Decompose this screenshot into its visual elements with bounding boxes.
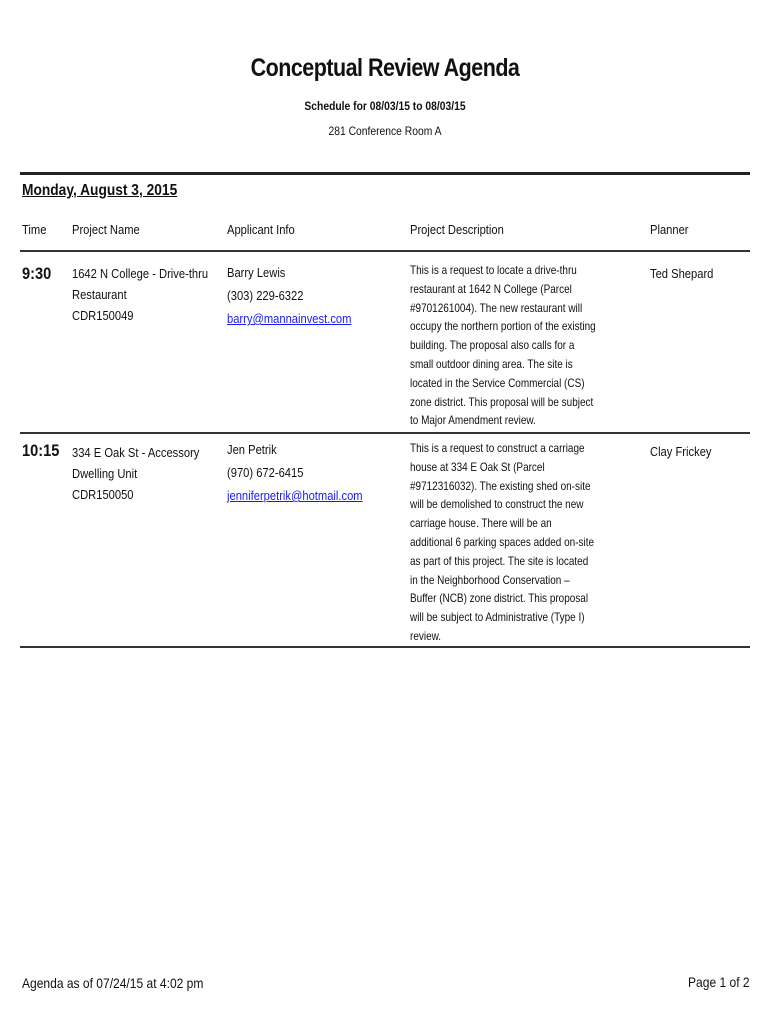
applicant-email-link[interactable]: jenniferpetrik@hotmail.com	[227, 488, 363, 503]
description-line: Buffer (NCB) zone district. This proposal	[410, 592, 589, 606]
description-line: located in the Service Commercial (CS)	[410, 376, 585, 390]
description-line: as part of this project. The site is located	[410, 554, 589, 568]
description-line: building. The proposal also calls for a	[410, 339, 575, 353]
description-line: occupy the northern portion of the existing	[410, 320, 596, 334]
item-project-name	[72, 263, 208, 326]
applicant-phone: (303) 229-6322	[227, 288, 304, 303]
column-header-time: Time	[22, 222, 47, 237]
item-time: 9:30	[22, 264, 52, 283]
item-planner: Ted Shepard	[650, 266, 714, 281]
description-line: restaurant at 1642 N College (Parcel	[410, 282, 572, 296]
item-applicant-info	[227, 438, 363, 507]
description-line: #9712316032). The existing shed on-site	[410, 479, 591, 493]
item-time: 10:15	[22, 441, 60, 460]
applicant-name: Barry Lewis	[227, 265, 286, 280]
description-line: in the Neighborhood Conservation –	[410, 573, 570, 587]
item-divider	[20, 646, 750, 648]
item-planner: Clay Frickey	[650, 444, 712, 459]
item-project-name	[72, 442, 199, 505]
description-line: carriage house. There will be an	[410, 517, 552, 531]
meeting-room: 281 Conference Room A	[328, 124, 442, 138]
page-number: Page 1 of 2	[688, 974, 750, 990]
header-divider	[20, 172, 750, 175]
item-applicant-info	[227, 261, 351, 330]
column-header-planner: Planner	[650, 222, 689, 237]
description-line: review.	[410, 629, 442, 643]
description-line: small outdoor dining area. The site is	[410, 357, 573, 371]
project-line: Restaurant	[72, 287, 127, 302]
schedule-range: Schedule for 08/03/15 to 08/03/15	[304, 99, 466, 113]
column-header-divider	[20, 250, 750, 252]
description-line: This is a request to locate a drive-thru	[410, 264, 577, 277]
description-line: zone district. This proposal will be subject	[410, 395, 594, 409]
item-project-description	[410, 440, 594, 647]
day-heading: Monday, August 3, 2015	[22, 182, 178, 199]
project-number: CDR150050	[72, 487, 134, 502]
project-line: Dwelling Unit	[72, 466, 138, 481]
description-line: #9701261004). The new restaurant will	[410, 301, 583, 315]
description-line: to Major Amendment review.	[410, 414, 536, 428]
item-divider	[20, 432, 750, 434]
applicant-email-link[interactable]: barry@mannainvest.com	[227, 311, 352, 326]
project-line: 334 E Oak St - Accessory	[72, 445, 200, 460]
project-line: 1642 N College - Drive-thru	[72, 266, 209, 281]
applicant-name: Jen Petrik	[227, 442, 277, 457]
page-title: Conceptual Review Agenda	[250, 54, 520, 82]
description-line: additional 6 parking spaces added on-site	[410, 535, 595, 549]
description-line: will be subject to Administrative (Type I)	[410, 611, 585, 625]
project-number: CDR150049	[72, 308, 134, 323]
agenda-timestamp: Agenda as of 07/24/15 at 4:02 pm	[22, 975, 204, 991]
applicant-phone: (970) 672-6415	[227, 465, 304, 480]
column-header-project-description: Project Description	[410, 222, 504, 237]
column-header-project-name: Project Name	[72, 222, 140, 237]
column-header-applicant-info: Applicant Info	[227, 222, 295, 237]
item-project-description	[410, 262, 596, 431]
description-line: house at 334 E Oak St (Parcel	[410, 460, 545, 474]
description-line: This is a request to construct a carriage	[410, 442, 585, 455]
description-line: will be demolished to construct the new	[410, 498, 584, 512]
